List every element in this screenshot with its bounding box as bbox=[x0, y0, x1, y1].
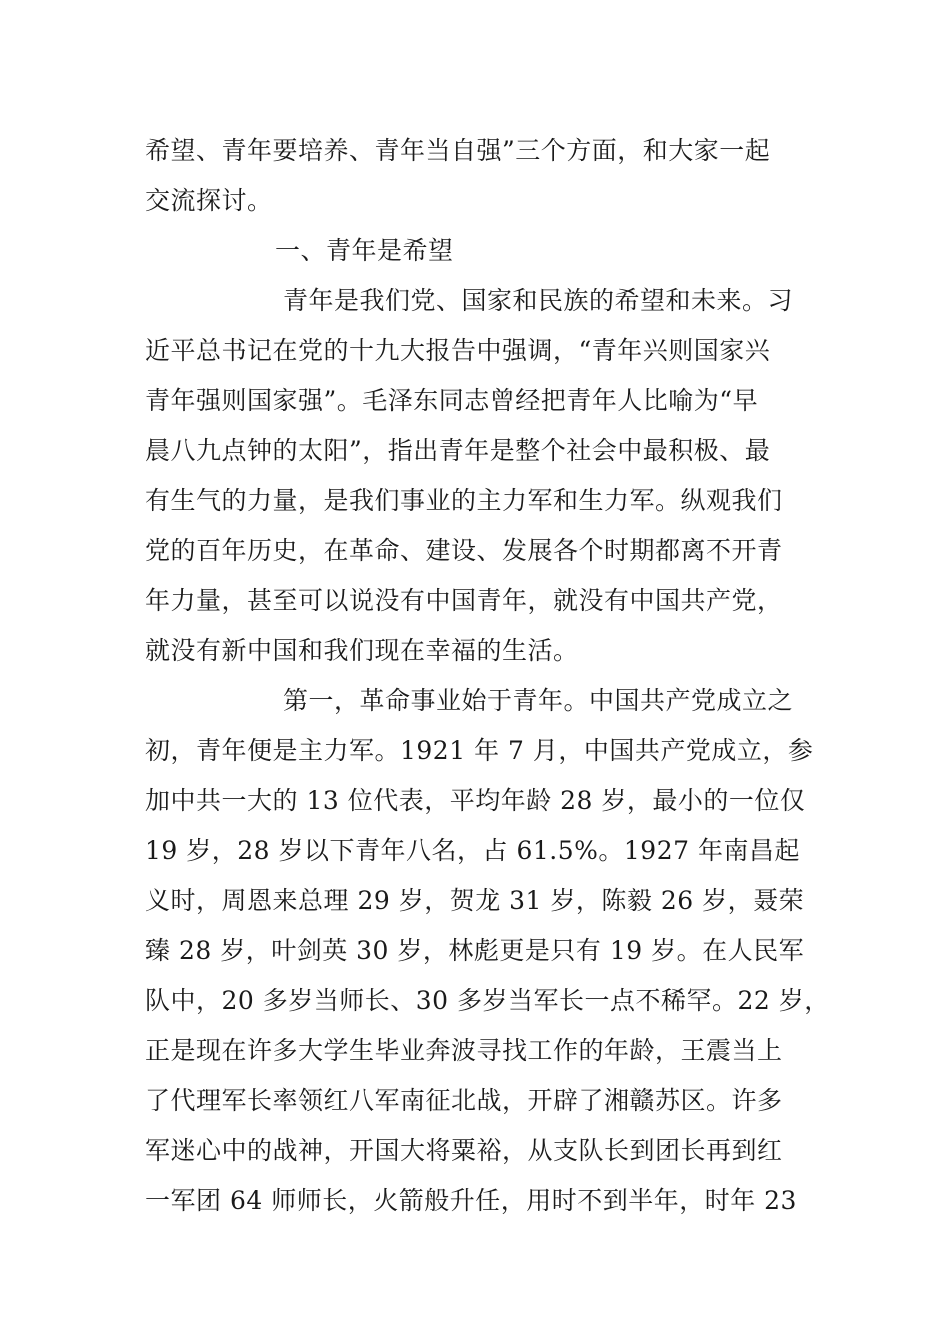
text-line: 加中共一大的 13 位代表，平均年龄 28 岁，最小的一位仅 bbox=[145, 786, 806, 815]
text-line: 义时，周恩来总理 29 岁，贺龙 31 岁，陈毅 26 岁，聂荣 bbox=[145, 886, 805, 915]
text-line: 希望、青年要培养、青年当自强”三个方面，和大家一起 bbox=[145, 136, 771, 165]
text-line: 正是现在许多大学生毕业奔波寻找工作的年龄，王震当上 bbox=[145, 1036, 783, 1065]
text-line: 青年强则国家强”。毛泽东同志曾经把青年人比喻为“早 bbox=[145, 386, 759, 415]
paragraph-first-line: 第一，革命事业始于青年。中国共产党成立之 bbox=[283, 686, 794, 715]
text-line: 初，青年便是主力军。1921 年 7 月，中国共产党成立，参 bbox=[145, 736, 814, 765]
text-line: 臻 28 岁，叶剑英 30 岁，林彪更是只有 19 岁。在人民军 bbox=[145, 936, 805, 965]
text-line: 队中，20 多岁当师长、30 多岁当军长一点不稀罕。22 岁， bbox=[145, 986, 830, 1015]
text-line: 年力量，甚至可以说没有中国青年，就没有中国共产党， bbox=[145, 586, 783, 615]
text-line: 有生气的力量，是我们事业的主力军和生力军。纵观我们 bbox=[145, 486, 783, 515]
text-line: 就没有新中国和我们现在幸福的生活。 bbox=[145, 636, 579, 665]
text-line: 党的百年历史，在革命、建设、发展各个时期都离不开青 bbox=[145, 536, 783, 565]
text-line: 一军团 64 师师长，火箭般升任，用时不到半年，时年 23 bbox=[145, 1186, 797, 1215]
paragraph-first-line: 青年是我们党、国家和民族的希望和未来。习 bbox=[283, 286, 794, 315]
section-heading: 一、青年是希望 bbox=[275, 236, 454, 265]
text-line: 近平总书记在党的十九大报告中强调，“青年兴则国家兴 bbox=[145, 336, 771, 365]
text-line: 军迷心中的战神，开国大将粟裕，从支队长到团长再到红 bbox=[145, 1136, 783, 1165]
text-line: 了代理军长率领红八军南征北战，开辟了湘赣苏区。许多 bbox=[145, 1086, 783, 1115]
text-line: 交流探讨。 bbox=[145, 186, 273, 215]
text-line: 19 岁，28 岁以下青年八名，占 61.5%。1927 年南昌起 bbox=[145, 836, 800, 865]
text-line: 晨八九点钟的太阳”，指出青年是整个社会中最积极、最 bbox=[145, 436, 771, 465]
